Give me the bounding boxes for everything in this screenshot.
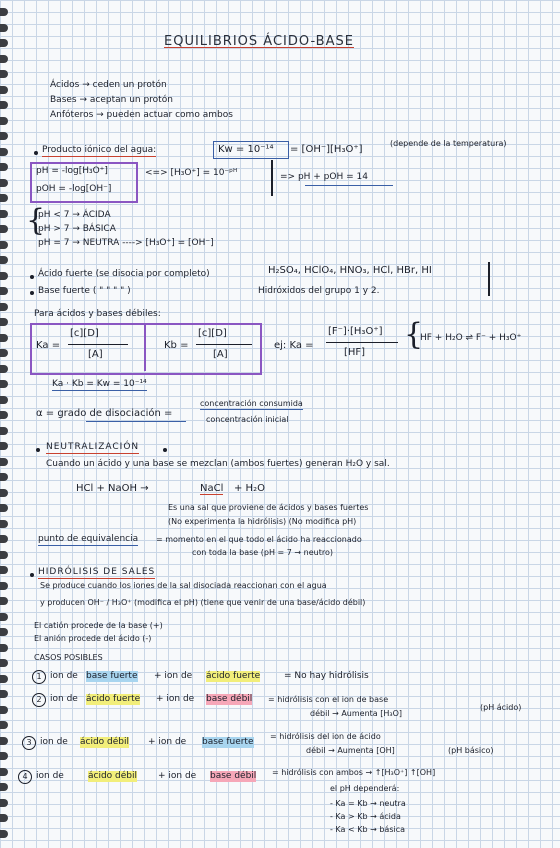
fraction-bar: [68, 344, 128, 345]
water-product: + H₂O: [234, 483, 265, 494]
hf-reaction: HF + H₂O ⇌ F⁻ + H₃O⁺: [420, 333, 522, 343]
example-numerator: [F⁻]·[H₃O⁺]: [328, 326, 383, 337]
bullet: [30, 291, 34, 295]
page-title: EQUILIBRIOS ÁCIDO-BASE: [164, 34, 354, 49]
case-highlight: ácido débil: [80, 737, 130, 747]
equivalence-point-label: punto de equivalencia: [38, 534, 139, 544]
case-highlight: base fuerte: [86, 671, 138, 681]
ph-poh-sum: => pH + pOH = 14: [280, 172, 368, 182]
case-ph: (pH básico): [448, 746, 494, 755]
kw-equation: = [OH⁻][H₃O⁺]: [290, 144, 363, 155]
ka-numerator: [c][D]: [70, 328, 99, 339]
equivalence-def-2: con toda la base (pH = 7 → neutro): [192, 548, 333, 557]
case-number: 4: [18, 770, 32, 784]
case-highlight: base fuerte: [202, 737, 254, 747]
case-result: = No hay hidrólisis: [284, 671, 369, 681]
example-ka: ej: Ka =: [274, 340, 314, 351]
case-highlight: ácido fuerte: [206, 671, 261, 681]
h3o-from-ph: <=> [H₃O⁺] = 10⁻ᵖᴴ: [145, 168, 238, 178]
case-ph: (pH ácido): [480, 703, 522, 712]
neutralization-desc: Cuando un ácido y una base se mezclan (ambos fuertes) generan H₂O y sal.: [46, 459, 390, 469]
def-bases: Bases → aceptan un protón: [50, 95, 173, 105]
kb-denominator: [A]: [213, 349, 228, 360]
separator-line: [488, 262, 490, 296]
ph-scale-brace: {: [26, 203, 46, 238]
case-result-2: débil → Aumenta [OH]: [306, 746, 395, 755]
sum-underline: [305, 185, 393, 186]
bullet: [36, 448, 40, 452]
ka-lhs: Ka =: [36, 340, 61, 351]
alpha-denominator: concentración inicial: [206, 415, 289, 424]
salt-note-1: Es una sal que proviene de ácidos y bases fuertes: [168, 503, 369, 512]
fraction-bar: [326, 342, 398, 343]
poh-formula: pOH = -log[OH⁻]: [36, 184, 112, 194]
brace: {: [404, 317, 424, 352]
ionic-product-label: Producto iónico del agua:: [42, 145, 157, 155]
def-anfoteros: Anfóteros → pueden actuar como ambos: [50, 110, 233, 120]
weak-label: Para ácidos y bases débiles:: [34, 309, 161, 319]
ka-kb-kw: Ka · Kb = Kw = 10⁻¹⁴: [52, 379, 147, 389]
temperature-note: (depende de la temperatura): [390, 139, 507, 148]
kb-lhs: Kb =: [164, 340, 189, 351]
kw-value: Kw = 10⁻¹⁴: [218, 144, 274, 155]
equivalence-def-1: = momento en el que todo el ácido ha reaccionado: [156, 535, 362, 544]
neutralization-reaction: HCl + NaOH →: [76, 483, 149, 494]
case-highlight: ácido fuerte: [86, 694, 141, 704]
example-denominator: [HF]: [344, 347, 366, 358]
nacl-product: NaCl: [200, 483, 224, 494]
ph-neutral: pH = 7 → NEUTRA ----> [H₃O⁺] = [OH⁻]: [38, 238, 214, 248]
strong-acid: Ácido fuerte (se disocia por completo): [38, 269, 210, 279]
bullet: [30, 275, 34, 279]
bullet: [163, 448, 167, 452]
case-highlight: ácido débil: [88, 771, 138, 781]
neutralization-heading: NEUTRALIZACIÓN: [46, 442, 140, 452]
alpha-label: α = grado de disociación =: [36, 408, 173, 419]
case-highlight: base débil: [210, 771, 257, 781]
cation-origin: El catión procede de la base (+): [34, 621, 163, 630]
case-result: = hidrólisis con ambos → ↑[H₃O⁺] ↑[OH]: [272, 768, 436, 777]
hydrolysis-l1: Se produce cuando los iones de la sal disociada reaccionan con el agua: [40, 581, 327, 590]
case-text: ion de: [40, 737, 68, 747]
salt-note-2: (No experimenta la hidrólisis) (No modifica pH): [168, 517, 357, 526]
ph-acid: pH < 7 → ÁCIDA: [38, 210, 111, 220]
hydrolysis-heading: HIDRÓLISIS DE SALES: [38, 567, 156, 577]
fraction-bar: [196, 344, 252, 345]
strong-acid-list: H₂SO₄, HClO₄, HNO₃, HCl, HBr, HI: [268, 265, 432, 276]
case-text: + ion de: [148, 737, 187, 747]
case-text: + ion de: [158, 771, 197, 781]
spiral-binding: [0, 8, 8, 828]
ph-basic: pH > 7 → BÁSICA: [38, 224, 116, 234]
case-text: ion de: [50, 671, 78, 681]
cases-heading: CASOS POSIBLES: [34, 653, 103, 662]
case-result-2: el pH dependerá:: [330, 784, 400, 793]
alpha-numerator: concentración consumida: [200, 399, 303, 408]
case-highlight: base débil: [206, 694, 253, 704]
bullet: [30, 573, 34, 577]
kb-numerator: [c][D]: [198, 328, 227, 339]
def-acidos: Ácidos → ceden un protón: [50, 80, 167, 90]
case4-less: - Ka < Kb → básica: [330, 825, 406, 834]
case-text: + ion de: [154, 671, 193, 681]
case-result: = hidrólisis del ion de ácido: [270, 732, 381, 741]
ka-denominator: [A]: [88, 349, 103, 360]
case-number: 2: [32, 693, 46, 707]
case-text: ion de: [50, 694, 78, 704]
case-text: ion de: [36, 771, 64, 781]
separator-line: [271, 160, 273, 196]
hydrolysis-l2: y producen OH⁻ / H₃O⁺ (modifica el pH) (tiene que venir de una base/ácido débil): [40, 598, 366, 607]
ph-formula: pH = -log[H₃O⁺]: [36, 166, 108, 176]
ka-kb-divider: [144, 324, 146, 371]
strong-base-list: Hidróxidos del grupo 1 y 2.: [258, 286, 380, 296]
case-text: + ion de: [156, 694, 195, 704]
case-number: 3: [22, 736, 36, 750]
case4-equal: - Ka = Kb → neutra: [330, 799, 406, 808]
case4-greater: - Ka > Kb → ácida: [330, 812, 401, 821]
case-result-2: débil → Aumenta [H₃O]: [310, 709, 402, 718]
case-number: 1: [32, 670, 46, 684]
bullet: [34, 151, 38, 155]
case-result: = hidrólisis con el ion de base: [268, 695, 389, 704]
alpha-underline: [86, 421, 186, 422]
strong-base: Base fuerte ( " " " " ): [38, 286, 131, 296]
anion-origin: El anión procede del ácido (-): [34, 634, 152, 643]
